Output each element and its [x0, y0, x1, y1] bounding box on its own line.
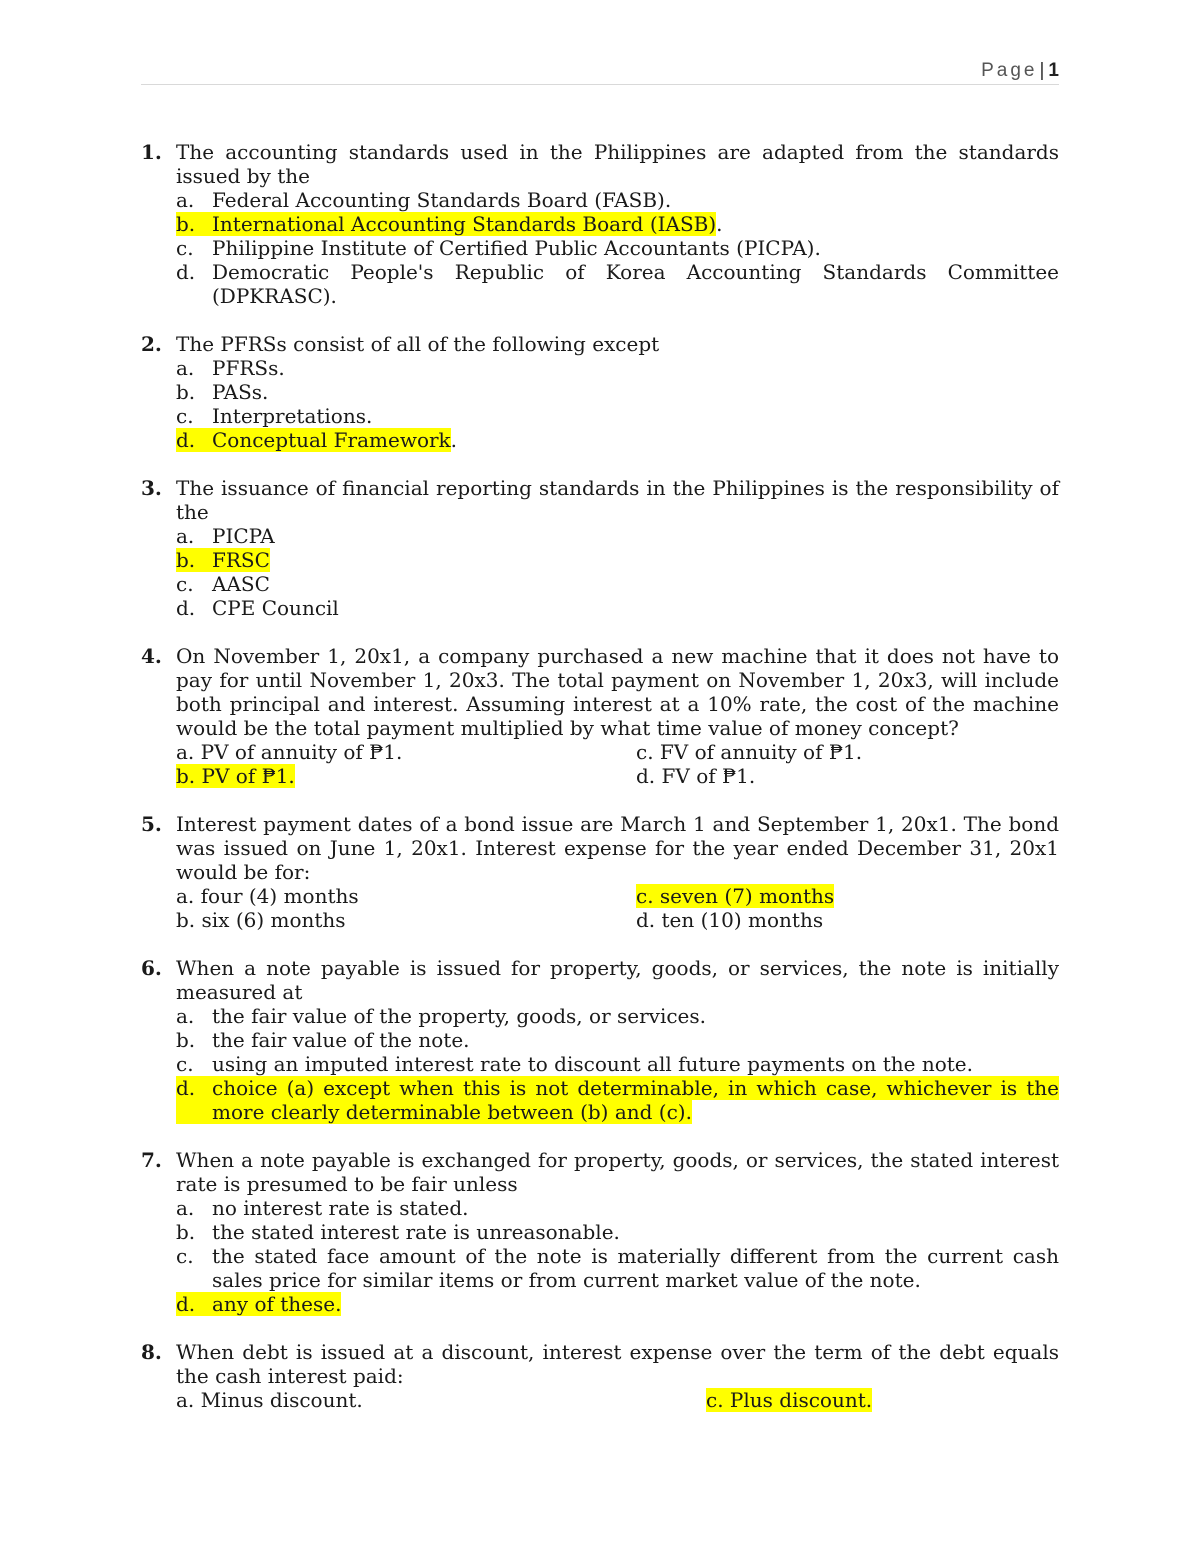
option-a: a. PICPA — [176, 524, 275, 548]
option-d-answer: d. any of these. — [176, 1292, 342, 1316]
question-stem: On November 1, 20x1, a company purchased a new machine that it does not have to pay for until November 1, 20x3. The total payment on November 1, 20x3, will include both principal and interest. Assuming interest at a 10% rate, the cost of the machine would be the total payment multiplied by what time value of money concept? — [176, 644, 1059, 740]
question-1 — [141, 140, 1059, 308]
question-number: 8. — [141, 1340, 162, 1364]
question-number: 3. — [141, 476, 162, 500]
option-c: c. the stated face amount of the note is materially different from the current cash sales price for similar items or from current market value of the note. — [176, 1244, 1059, 1292]
option-d-answer: d. Conceptual Framework. — [176, 428, 458, 452]
option-d-answer: d. choice (a) except when this is not determinable, in which case, whichever is the more clearly determinable between (b) and (c). — [176, 1076, 1059, 1124]
option-b: b. the fair value of the note. — [176, 1028, 470, 1052]
question-number: 1. — [141, 140, 162, 164]
option-b-answer: b. PV of ₱1. — [176, 764, 295, 788]
question-3 — [141, 476, 1059, 620]
option-b-answer: b. International Accounting Standards Board (IASB). — [176, 212, 723, 236]
option-a: a. the fair value of the property, goods, or services. — [176, 1004, 706, 1028]
question-stem: The accounting standards used in the Philippines are adapted from the standards issued by the — [176, 140, 1059, 188]
question-stem: Interest payment dates of a bond issue are March 1 and September 1, 20x1. The bond was issued on June 1, 20x1. Interest expense for the year ended December 31, 20x1 would be for: — [176, 812, 1059, 884]
question-6 — [141, 956, 1059, 1124]
option-b: b. PASs. — [176, 380, 269, 404]
header-rule — [141, 84, 1059, 85]
option-c-answer: c. Plus discount. — [706, 1388, 873, 1412]
page-word: Page — [981, 60, 1038, 81]
option-c: c. AASC — [176, 572, 270, 596]
question-number: 5. — [141, 812, 162, 836]
question-4 — [141, 644, 1059, 788]
question-number: 7. — [141, 1148, 162, 1172]
question-2 — [141, 332, 1059, 452]
option-c: c. Philippine Institute of Certified Public Accountants (PICPA). — [176, 236, 821, 260]
quiz-content — [141, 140, 1059, 1436]
question-5 — [141, 812, 1059, 932]
option-c: c. FV of annuity of ₱1. — [636, 740, 863, 764]
option-a: a. PFRSs. — [176, 356, 285, 380]
question-8 — [141, 1340, 1059, 1412]
page-header — [981, 60, 1059, 82]
option-a: a. no interest rate is stated. — [176, 1196, 469, 1220]
question-number: 6. — [141, 956, 162, 980]
question-7 — [141, 1148, 1059, 1316]
option-c: c. using an imputed interest rate to discount all future payments on the note. — [176, 1052, 973, 1076]
option-d: d. ten (10) months — [636, 908, 824, 932]
option-d: d. FV of ₱1. — [636, 764, 756, 788]
option-a: a. PV of annuity of ₱1. — [176, 740, 403, 764]
question-stem: The issuance of financial reporting standards in the Philippines is the responsibility of the — [176, 476, 1059, 524]
question-stem: When debt is issued at a discount, interest expense over the term of the debt equals the cash interest paid: — [176, 1340, 1059, 1388]
question-stem: When a note payable is issued for property, goods, or services, the note is initially measured at — [176, 956, 1059, 1004]
option-a: a. Federal Accounting Standards Board (FASB). — [176, 188, 672, 212]
question-number: 4. — [141, 644, 162, 668]
option-a: a. four (4) months — [176, 884, 359, 908]
question-number: 2. — [141, 332, 162, 356]
question-stem: The PFRSs consist of all of the following except — [176, 332, 660, 356]
option-b: b. six (6) months — [176, 908, 346, 932]
option-c: c. Interpretations. — [176, 404, 373, 428]
option-d: d. Democratic People's Republic of Korea Accounting Standards Committee (DPKRASC). — [176, 260, 1059, 308]
option-d: d. CPE Council — [176, 596, 339, 620]
option-b-answer: b. FRSC — [176, 548, 270, 572]
option-c-answer: c. seven (7) months — [636, 884, 835, 908]
option-a: a. Minus discount. — [176, 1388, 363, 1412]
question-stem: When a note payable is exchanged for property, goods, or services, the stated interest rate is presumed to be fair unless — [176, 1148, 1059, 1196]
page-separator: | — [1039, 60, 1045, 81]
page-number: 1 — [1048, 60, 1059, 81]
option-b: b. the stated interest rate is unreasonable. — [176, 1220, 620, 1244]
